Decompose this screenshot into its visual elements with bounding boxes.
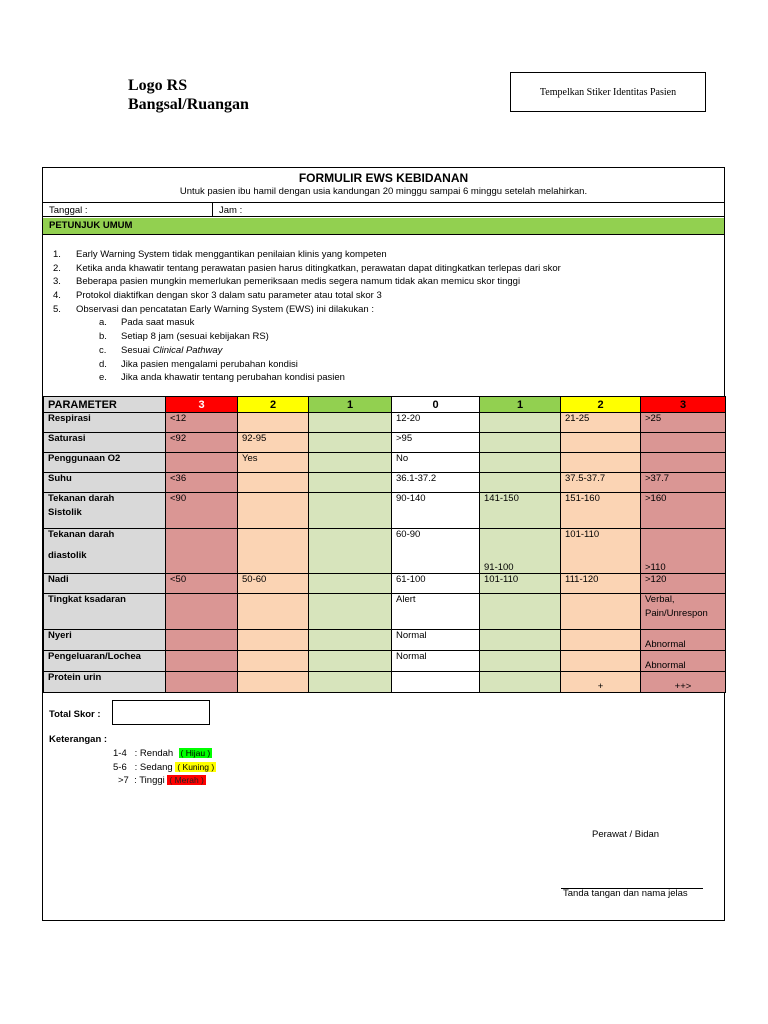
ward-text: Bangsal/Ruangan — [128, 96, 249, 113]
header-score-2-low: 2 — [238, 397, 309, 413]
item-number: 5. — [53, 303, 61, 315]
cell-value: 101-110 — [565, 529, 600, 540]
parameter-label-line2: Sistolik — [48, 507, 82, 518]
score-cell[interactable] — [480, 453, 561, 473]
cell-value: Yes — [242, 453, 258, 464]
item-text: Beberapa pasien mungkin memerlukan pemeriksaan medis segera namum tidak akan memicu skor tinggi — [76, 276, 521, 288]
score-cell[interactable] — [166, 453, 238, 473]
score-cell[interactable] — [392, 473, 480, 493]
header-score-3-low: 3 — [166, 397, 238, 413]
score-cell[interactable] — [238, 651, 309, 672]
score-cell[interactable] — [238, 493, 309, 529]
item-text: Early Warning System tidak menggantikan penilaian klinis yang kompeten — [76, 249, 387, 260]
header-score-1-high: 1 — [480, 397, 561, 413]
score-cell[interactable] — [641, 651, 726, 672]
form-title: FORMULIR EWS KEBIDANAN — [298, 171, 469, 185]
score-cell[interactable] — [561, 594, 641, 630]
table-row — [44, 529, 726, 574]
score-cell[interactable] — [166, 493, 238, 529]
logo-text: Logo RS — [128, 77, 188, 94]
cell-value: >37.7 — [645, 473, 670, 484]
cell-value: 92-95 — [242, 433, 267, 444]
score-cell[interactable] — [561, 413, 641, 433]
cell-value: <92 — [170, 433, 187, 444]
item-text-italic: Clinical Pathway — [152, 344, 223, 356]
perawat-label: Perawat / Bidan — [592, 829, 660, 840]
score-cell[interactable] — [392, 651, 480, 672]
cell-value: 151-160 — [565, 493, 600, 504]
cell-value: Normal — [396, 651, 427, 662]
score-cell[interactable] — [641, 433, 726, 453]
score-cell[interactable] — [238, 413, 309, 433]
parameter-name — [44, 594, 166, 630]
score-cell[interactable] — [238, 473, 309, 493]
score-cell[interactable] — [641, 672, 726, 693]
cell-value: 60-90 — [396, 529, 421, 540]
score-cell[interactable] — [480, 594, 561, 630]
cell-value: >110 — [645, 562, 666, 573]
cell-value: 91-100 — [484, 562, 514, 573]
header-score-3-high: 3 — [641, 397, 726, 413]
item-number: 3. — [53, 276, 61, 288]
score-cell[interactable] — [166, 672, 238, 693]
item-letter: d. — [99, 358, 107, 370]
item-text: Pada saat masuk — [121, 317, 195, 329]
score-cell[interactable] — [641, 529, 726, 574]
legend-label: : Rendah — [134, 748, 174, 759]
cell-value: Normal — [396, 630, 427, 641]
score-cell[interactable] — [166, 594, 238, 630]
parameter-name — [44, 493, 166, 529]
sticker-label: Tempelkan Stiker Identitas Pasien — [539, 86, 677, 98]
score-cell[interactable] — [641, 453, 726, 473]
cell-value: >120 — [645, 574, 667, 585]
table-row — [44, 574, 726, 594]
score-cell[interactable] — [392, 594, 480, 630]
cell-value: 101-110 — [484, 574, 519, 585]
petunjuk-label: PETUNJUK UMUM — [49, 220, 133, 231]
parameter-label: Tingkat ksadaran — [48, 594, 126, 605]
score-cell[interactable] — [309, 433, 392, 453]
score-cell[interactable] — [392, 630, 480, 651]
date-time-row — [43, 202, 724, 217]
score-cell[interactable] — [309, 574, 392, 594]
score-cell[interactable] — [166, 630, 238, 651]
parameter-label: Nadi — [48, 574, 69, 585]
score-cell[interactable] — [392, 574, 480, 594]
general-instructions-header — [43, 218, 724, 235]
hospital-logo-block — [128, 76, 249, 114]
score-cell[interactable] — [561, 473, 641, 493]
cell-value: Alert — [396, 594, 416, 605]
score-cell[interactable] — [309, 493, 392, 529]
parameter-name — [44, 651, 166, 672]
parameter-label: Pengeluaran/Lochea — [48, 651, 141, 662]
parameter-name — [44, 672, 166, 693]
score-cell[interactable] — [561, 493, 641, 529]
score-cell[interactable] — [166, 574, 238, 594]
table-row — [44, 413, 726, 433]
score-cell[interactable] — [561, 574, 641, 594]
cell-value: <12 — [170, 413, 187, 424]
legend-tag-yellow: ( Kuning ) — [177, 762, 215, 772]
header-parameter: PARAMETER — [44, 397, 166, 413]
parameter-label: Penggunaan O2 — [48, 453, 121, 464]
parameter-label-line2: diastolik — [48, 550, 87, 561]
keterangan-label: Keterangan : — [49, 734, 108, 745]
score-cell[interactable] — [309, 529, 392, 574]
score-cell[interactable] — [309, 453, 392, 473]
legend-range: >7 — [118, 775, 129, 786]
score-cell[interactable] — [480, 574, 561, 594]
score-cell[interactable] — [561, 433, 641, 453]
parameter-label: Protein urin — [48, 672, 102, 683]
cell-value: >160 — [645, 493, 667, 504]
ews-score-table — [43, 396, 726, 693]
item-number: 2. — [53, 262, 61, 274]
legend-range: 5-6 — [113, 762, 127, 773]
score-cell[interactable] — [309, 413, 392, 433]
legend-high — [118, 775, 206, 786]
item-letter: a. — [99, 317, 107, 329]
score-cell[interactable] — [392, 453, 480, 473]
score-cell[interactable] — [480, 493, 561, 529]
total-score-input[interactable] — [112, 700, 210, 725]
parameter-label: Tekanan darah — [48, 493, 115, 504]
table-row — [44, 473, 726, 493]
score-cell[interactable] — [480, 630, 561, 651]
cell-value-extra: Pain/Unrespon — [645, 608, 708, 619]
score-cell[interactable] — [238, 453, 309, 473]
score-cell[interactable] — [392, 529, 480, 574]
score-cell[interactable] — [561, 672, 641, 693]
item-text-prefix: Sesuai — [121, 344, 153, 356]
score-cell[interactable] — [392, 493, 480, 529]
item-text: Setiap 8 jam (sesuai kebijakan RS) — [121, 331, 269, 343]
score-cell[interactable] — [641, 493, 726, 529]
parameter-label: Saturasi — [48, 433, 86, 444]
parameter-label: Suhu — [48, 473, 72, 484]
score-cell[interactable] — [238, 529, 309, 574]
cell-value: <90 — [170, 493, 187, 504]
legend-tag-green: ( Hijau ) — [180, 748, 211, 758]
total-score-label: Total Skor : — [49, 709, 101, 720]
item-text: Jika pasien mengalami perubahan kondisi — [121, 358, 298, 370]
table-row — [44, 672, 726, 693]
score-cell[interactable] — [392, 433, 480, 453]
score-cell[interactable] — [480, 473, 561, 493]
legend-medium — [113, 762, 216, 773]
score-cell[interactable] — [238, 594, 309, 630]
parameter-name — [44, 433, 166, 453]
cell-value: Abnormal — [645, 639, 686, 650]
cell-value: 141-150 — [484, 493, 519, 504]
patient-sticker-box — [510, 72, 706, 112]
score-cell[interactable] — [641, 473, 726, 493]
cell-value: <50 — [170, 574, 187, 585]
cell-value: 90-140 — [396, 493, 426, 504]
parameter-label: Tekanan darah — [48, 529, 115, 540]
score-cell[interactable] — [166, 529, 238, 574]
item-letter: c. — [99, 344, 107, 356]
score-cell[interactable] — [480, 529, 561, 574]
score-cell[interactable] — [309, 473, 392, 493]
parameter-name — [44, 453, 166, 473]
legend-low — [113, 748, 212, 759]
score-cell[interactable] — [480, 413, 561, 433]
score-cell[interactable] — [392, 413, 480, 433]
score-cell[interactable] — [309, 672, 392, 693]
table-row — [44, 433, 726, 453]
score-cell[interactable] — [561, 651, 641, 672]
score-cell[interactable] — [166, 651, 238, 672]
score-cell[interactable] — [238, 630, 309, 651]
form-subtitle: Untuk pasien ibu hamil dengan usia kandungan 20 minggu sampai 6 minggu setelah melahirkan. — [179, 186, 588, 197]
score-cell[interactable] — [480, 433, 561, 453]
score-cell[interactable] — [392, 672, 480, 693]
legend-range: 1-4 — [113, 748, 127, 759]
ews-form — [42, 167, 725, 921]
cell-value: 21-25 — [565, 413, 590, 424]
cell-value: <36 — [170, 473, 187, 484]
cell-value: 111-120 — [565, 574, 599, 585]
table-row — [44, 651, 726, 672]
parameter-name — [44, 413, 166, 433]
score-cell[interactable] — [480, 672, 561, 693]
parameter-name — [44, 473, 166, 493]
header-score-1-low: 1 — [309, 397, 392, 413]
jam-field[interactable]: Jam : — [219, 205, 243, 216]
item-text — [121, 344, 222, 358]
table-row — [44, 630, 726, 651]
cell-value: Verbal, — [645, 594, 675, 605]
score-cell[interactable] — [641, 413, 726, 433]
parameter-label: Nyeri — [48, 630, 72, 641]
tanggal-field[interactable]: Tanggal : — [49, 205, 88, 216]
parameter-name — [44, 630, 166, 651]
header-score-0: 0 — [392, 397, 480, 413]
cell-value: No — [396, 453, 409, 464]
table-row — [44, 493, 726, 529]
header-score-2-high: 2 — [561, 397, 641, 413]
score-cell[interactable] — [238, 672, 309, 693]
cell-value: 36.1-37.2 — [396, 473, 437, 484]
score-cell[interactable] — [238, 433, 309, 453]
cell-value: ++> — [674, 681, 692, 692]
cell-value: 12-20 — [396, 413, 421, 424]
score-cell[interactable] — [166, 413, 238, 433]
score-cell[interactable] — [238, 574, 309, 594]
table-header-row — [44, 397, 726, 413]
score-cell[interactable] — [166, 473, 238, 493]
item-text: Ketika anda khawatir tentang perawatan pasien harus ditingkatkan, perawatan dapat ditingkatkan terlepas dari skor — [76, 262, 561, 274]
item-text: Protokol diaktifkan dengan skor 3 dalam satu parameter atau total skor 3 — [76, 290, 382, 302]
cell-value: 37.5-37.7 — [565, 473, 606, 484]
score-cell[interactable] — [166, 433, 238, 453]
cell-value: Abnormal — [645, 660, 686, 671]
cell-value: >25 — [645, 413, 662, 424]
item-letter: e. — [99, 372, 107, 384]
cell-value: 61-100 — [396, 574, 426, 585]
table-row — [44, 594, 726, 630]
score-cell[interactable] — [641, 574, 726, 594]
parameter-name — [44, 574, 166, 594]
score-cell[interactable] — [641, 630, 726, 651]
cell-value: >95 — [396, 433, 413, 444]
item-letter: b. — [99, 331, 107, 343]
score-cell[interactable] — [561, 630, 641, 651]
parameter-name — [44, 529, 166, 574]
cell-value: 50-60 — [242, 574, 267, 585]
parameter-label: Respirasi — [48, 413, 91, 424]
score-cell[interactable] — [641, 594, 726, 630]
score-cell[interactable] — [309, 630, 392, 651]
signature-label: Tanda tangan dan nama jelas — [563, 888, 688, 899]
legend-label: : Sedang — [134, 762, 173, 773]
legend-tag-red: ( Merah ) — [169, 775, 204, 785]
table-row — [44, 453, 726, 473]
item-number: 4. — [53, 290, 61, 302]
score-cell[interactable] — [561, 453, 641, 473]
item-number: 1. — [53, 249, 61, 260]
item-text: Jika anda khawatir tentang perubahan kondisi pasien — [121, 372, 345, 384]
score-cell[interactable] — [309, 651, 392, 672]
cell-value: + — [597, 681, 604, 692]
item-text: Observasi dan pencatatan Early Warning System (EWS) ini dilakukan : — [76, 303, 374, 315]
divider — [212, 203, 213, 216]
score-cell[interactable] — [561, 529, 641, 574]
score-cell[interactable] — [309, 594, 392, 630]
legend-label: : Tinggi — [134, 775, 165, 786]
score-cell[interactable] — [480, 651, 561, 672]
